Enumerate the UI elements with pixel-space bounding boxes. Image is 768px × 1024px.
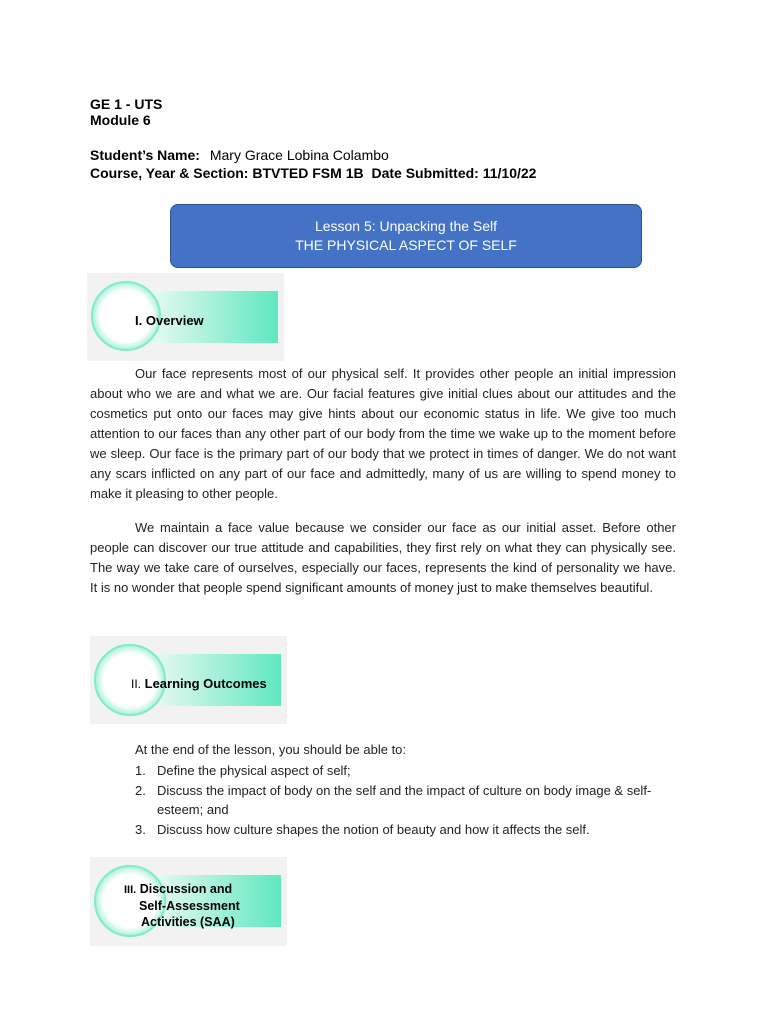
section-outcomes-card — [90, 636, 287, 724]
date-value: 11/10/22 — [482, 165, 537, 181]
lesson-subtitle: THE PHYSICAL ASPECT OF SELF — [295, 237, 517, 253]
section-discussion-card — [90, 857, 287, 946]
lesson-title: Lesson 5: Unpacking the Self — [314, 218, 498, 234]
list-item: 2. Discuss the impact of body on the self and the impact of culture on body image & self-esteem; and — [135, 782, 652, 817]
course-label: Course, Year & Section: — [90, 165, 249, 181]
course-code: GE 1 - UTS — [90, 96, 163, 112]
section-overview-heading: I. Overview — [135, 313, 204, 328]
date-label: Date Submitted: — [371, 165, 479, 181]
section-overview-card — [87, 273, 284, 361]
section-discussion-heading: III. Discussion and Self-Assessment Activities (SAA) — [124, 882, 240, 929]
outcomes-list — [135, 761, 675, 839]
student-name-label: Student’s Name: — [90, 147, 200, 163]
module-title: Module 6 — [90, 112, 151, 128]
course-value: BTVTED FSM 1B — [252, 165, 364, 181]
student-name-value: Mary Grace Lobina Colambo — [209, 147, 389, 163]
list-item: 3. Discuss how culture shapes the notion of beauty and how it affects the self. — [135, 821, 590, 837]
course-section-line — [90, 165, 536, 182]
student-name-line — [90, 147, 389, 164]
overview-paragraph-1: Our face represents most of our physical self. It provides other people an initial impression about who we are and what we are. Our facial features give initial clues about our attitudes and the cosmetics put onto our faces may give hints about our economic status in life. We give too much attention to our faces than any other part of our body from the time we wake up to the moment before we sleep. Our face is the primary part of our body that we protect in times of danger. We do not want any scars inflicted on any part of our face and admittedly, many of us are willing to spend money to make it pleasing to other people. — [90, 366, 676, 501]
overview-paragraph-2: We maintain a face value because we consider our face as our initial asset. Before other people can discover our true attitude and capabilities, they first rely on what they can physically see. The way we take care of ourselves, especially our faces, represents the kind of personality we have. It is no wonder that people spend significant amounts of money just to make themselves beautiful. — [90, 520, 676, 595]
section-outcomes-heading: II. Learning Outcomes — [131, 676, 267, 691]
list-item: 1. Define the physical aspect of self; — [135, 763, 351, 778]
outcomes-intro: At the end of the lesson, you should be able to: — [135, 742, 407, 757]
lesson-banner — [170, 204, 642, 268]
